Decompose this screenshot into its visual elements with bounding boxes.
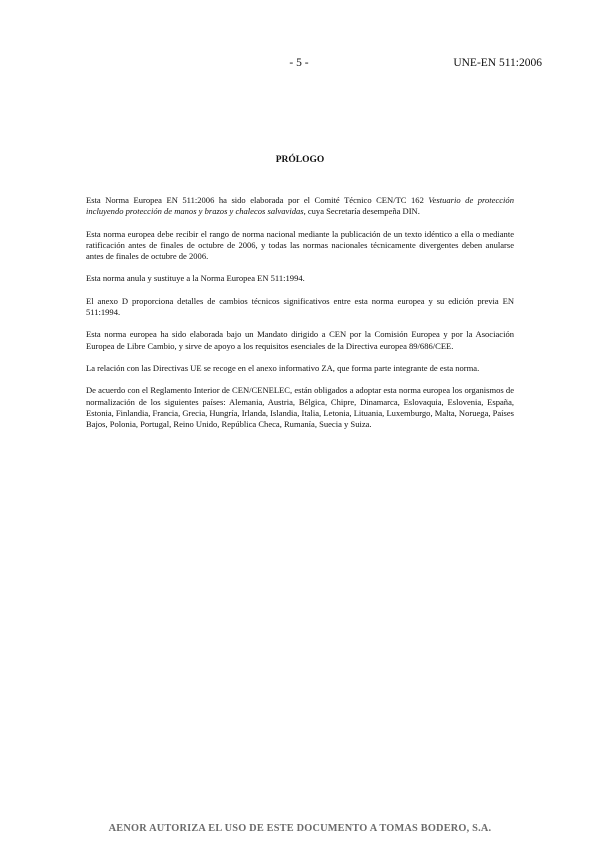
paragraph-committee	[86, 195, 514, 217]
license-footer: AENOR AUTORIZA EL USO DE ESTE DOCUMENTO A TOMAS BODERO, S.A.	[108, 823, 492, 834]
paragraph-eu-directives: La relación con las Directivas UE se recoge en el anexo informativo ZA, que forma parte integrante de esta norma.	[86, 362, 480, 373]
paragraph-annex-d: El anexo D proporciona detalles de cambios técnicos significativos entre esta norma europea y su edición previa EN 511:1994.	[86, 295, 514, 317]
prologue-title: PRÓLOGO	[275, 155, 325, 165]
page-number: - 5 -	[289, 57, 309, 69]
paragraph-supersedes: Esta norma anula y sustituye a la Norma Europea EN 511:1994.	[86, 273, 305, 284]
committee-scope-title: Vestuario de protección incluyendo protección de manos y brazos y chalecos salvavidas	[86, 195, 514, 217]
paragraph-mandate: Esta norma europea ha sido elaborada bajo un Mandato dirigido a CEN por la Comisión Europea y por la Asociación Europea de Libre Cambio, y sirve de apoyo a los requisitos esenciales de la Directiva europea 89/686/CEE.	[86, 329, 514, 351]
paragraph-national-adoption: Esta norma europea debe recibir el rango de norma nacional mediante la publicación de un texto idéntico a ella o mediante ratificación antes de finales de octubre de 2006, y todas las normas nacionales técnicamente divergentes deben anularse antes de finales de octubre de 2006.	[86, 228, 514, 261]
paragraph-committee-lead: Esta Norma Europea EN 511:2006 ha sido elaborada por el Comité Técnico CEN/TC 162	[86, 195, 429, 205]
paragraph-member-countries: De acuerdo con el Reglamento Interior de CEN/CENELEC, están obligados a adoptar esta norma europea los organismos de normalización de los siguientes países: Alemania, Austria, Bélgica, Chipre, Dinamarca, Eslovaquia, Eslovenia, España, Estonia, Finlandia, Francia, Grecia, Hungría, Irlanda, Islandia, Italia, Letonia, Lituania, Luxemburgo, Malta, Noruega, Países Bajos, Polonia, Portugal, Reino Unido, República Checa, Rumanía, Suecia y Suiza.	[86, 385, 515, 429]
prologue-body	[86, 195, 514, 441]
document-code: UNE-EN 511:2006	[453, 57, 542, 69]
paragraph-committee-tail: , cuya Secretaría desempeña DIN.	[303, 206, 420, 217]
